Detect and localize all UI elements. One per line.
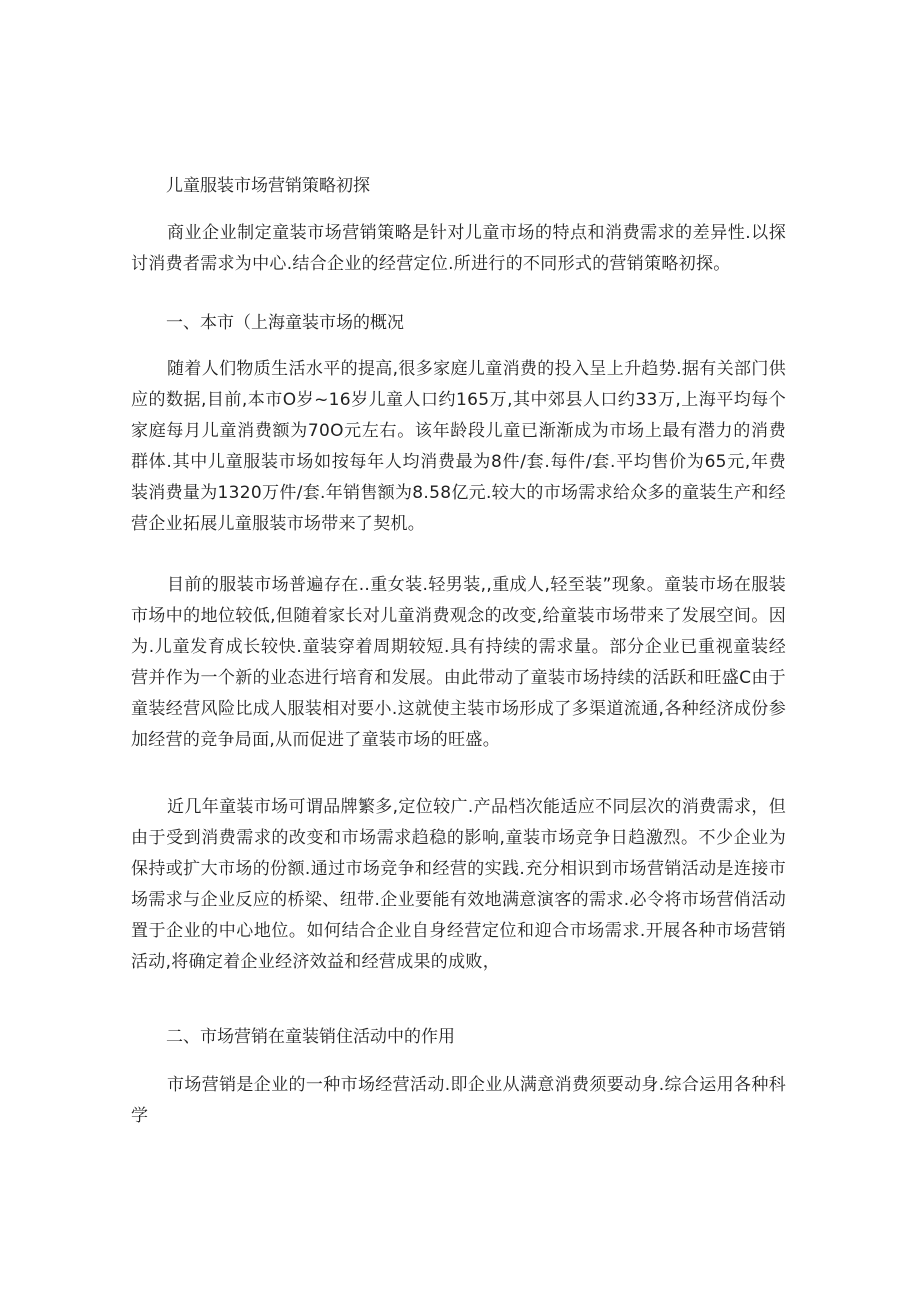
section-2-paragraph-1: 市场营销是企业的一种市场经营活动.即企业从满意消费须要动身.综合运用各种科学: [131, 1075, 786, 1126]
section-1-paragraph-2: 目前的服装市场普遍存在..重女装.轻男装,,重成人,轻至装”现象。童装市场在服装市场中的地位较低,但随着家长对儿童消费观念的改变,给童装市场带来了发展空间。因为.儿童发育成长较快.童装穿着周期较短.具有持续的需求量。部分企业已重视童装经营并作为一个新的业态进行培育和发展。由此带动了童装市场持续的活跃和旺盛C由于童装经营风险比成人服装相对要小.这就使主装市场形成了多渠道流通,各种经济成份参加经营的竞争局面,从而促进了童装市场的旺盛。: [131, 575, 786, 750]
section-2-heading: 二、市场营销在童装销住活动中的作用: [166, 1027, 455, 1047]
document-title: 儿童服装市场营销策略初探: [166, 176, 370, 196]
section-1-paragraph-1: 随着人们物质生活水平的提高,很多家庭儿童消费的投入呈上升趋势.据有关部门供应的数据,目前,本市O岁~16岁儿童人口约165万,其中郊县人口约33万,上海平均每个家庭每月儿童消费额为70O元左右。该年龄段儿童已渐渐成为市场上最有潜力的消费群体.其中儿童服装市场如按每年人均消费最为8件/套.每件/套.平均售价为65元,年费装消费量为1320万件/套.年销售额为8.58亿元.较大的市场需求给众多的童装生产和经营企业拓展儿童服装市场带来了契机。: [131, 359, 786, 534]
section-1-paragraph-3: 近几年童装市场可谓品牌繁多,定位较广.产品档次能适应不同层次的消费需求，但由于受到消费需求的改变和市场需求趋稳的影响,童装市场竞争日趋激烈。不少企业为保持或扩大市场的份额.通过市场竞争和经营的实践.充分相识到市场营销活动是连接市场需求与企业反应的桥梁、纽带.企业要能有效地满意演客的需求.必令将市场营俏活动置于企业的中心地位。如何结合企业自身经营定位和迎合市场需求.开展各种市场营销活动,将确定着企业经济效益和经营成果的成败，: [131, 797, 786, 972]
section-1-heading: 一、本市（上海童装市场的概况: [166, 313, 404, 333]
intro-paragraph: 商业企业制定童装市场营销策略是针对儿童市场的特点和消费需求的差异性.以探讨消费者需求为中心.结合企业的经营定位.所进行的不同形式的营销策略初探。: [131, 223, 786, 274]
